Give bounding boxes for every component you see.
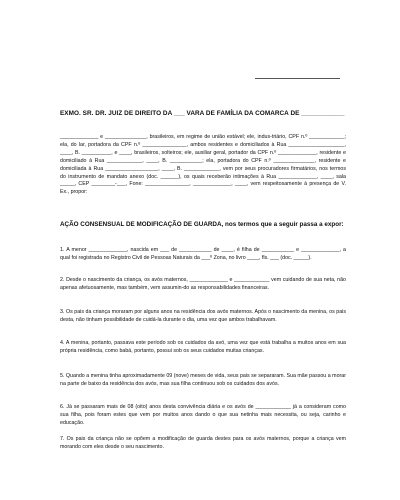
parties-qualification-paragraph: _____________ e ______________, brasileiros, em regime de união estável; ele, indus-triário, CPF n.º ____________; ela, do lar, portadora da CPF n.º _______________, ambos residentes e domiciliados à Rua ___________________, ____, B. __________, e ____, brasileiros, solteiros; ele, auxiliar geral, portador da CPF n.º _____________, residente e domiciliado à Rua ____________, ____, B. ___________; ela, portadora do CPF n.º ______________, residente e domiciliada à Rua __________________, ____, B. ____________, vem por seus procuradores firmatários, nos termos do instrumento de mandato anexo (doc. ______), os quais receberão intimações à Rua _____________, ____, sala _____, CEP ________-___, Fone: _______________, _____________, ____, vem respeitosamente à presença de V. Ex., propor: [60, 134, 346, 196]
paragraph-6: 6. Já se passaram mais de 08 (oito) anos desta convivência diária e os avós de ____________ já a consideram como sua filha, pois foram estes que vem por muitos anos dando o que sua netinha mais necessita, ou seja, carinho e educação. [60, 404, 346, 426]
paragraph-4: 4. A menina, portanto, passava este período sob os cuidados da avó, uma vez que está trabalha a muitos anos em sua própria residência, como babá, portanto, possui sob os seus cuidados muitas crianças. [60, 340, 346, 354]
paragraph-3: 3. Os pais da criança moraram por alguns anos na residência dos avós maternos. Após o nascimento da menina, os pais desta, não tinham possibilidade de cuidá-la durante o dia, uma vez que ambos trabalhavam. [60, 309, 346, 323]
paragraph-5: 5. Quando a menina tinha aproximadamente 09 (nove) meses de vida, seus pais se separaram. Sua mãe passou a morar na parte de baixo da residência dos avós, mas sua filha continuou sob os cuidados dos avós. [60, 373, 346, 387]
action-title: AÇÃO CONSENSUAL DE MODIFICAÇÃO DE GUARDA, nos termos que a seguir passa a expor: [60, 221, 344, 228]
court-address-heading: EXMO. SR. DR. JUIZ DE DIREITO DA ___ VARA DE FAMÍLIA DA COMARCA DE ____________ [60, 110, 345, 117]
signature-date-line [255, 78, 340, 79]
paragraph-7: 7. Os pais da criança não se opõem a modificação de guarda destes para os avós maternos, porque a criança vem morando com eles desde o seu nascimento. [60, 436, 346, 450]
paragraph-1: 1. A menor _____________, nascida em ___ de ___________ de ____, é filha de ___________ e _____________, a qual foi registrada no Registro Civil de Pessoas Naturais da ___º Zona, no livro ____, fls. ___ (doc. _____). [60, 247, 346, 261]
paragraph-2: 2. Desde o nascimento da criança, os avós maternos, _____________ e ____________ vem cuidando de sua neta, não apenas afetuosamente, mas também, vem assumin-do as responsabilidades financeiras. [60, 277, 346, 291]
